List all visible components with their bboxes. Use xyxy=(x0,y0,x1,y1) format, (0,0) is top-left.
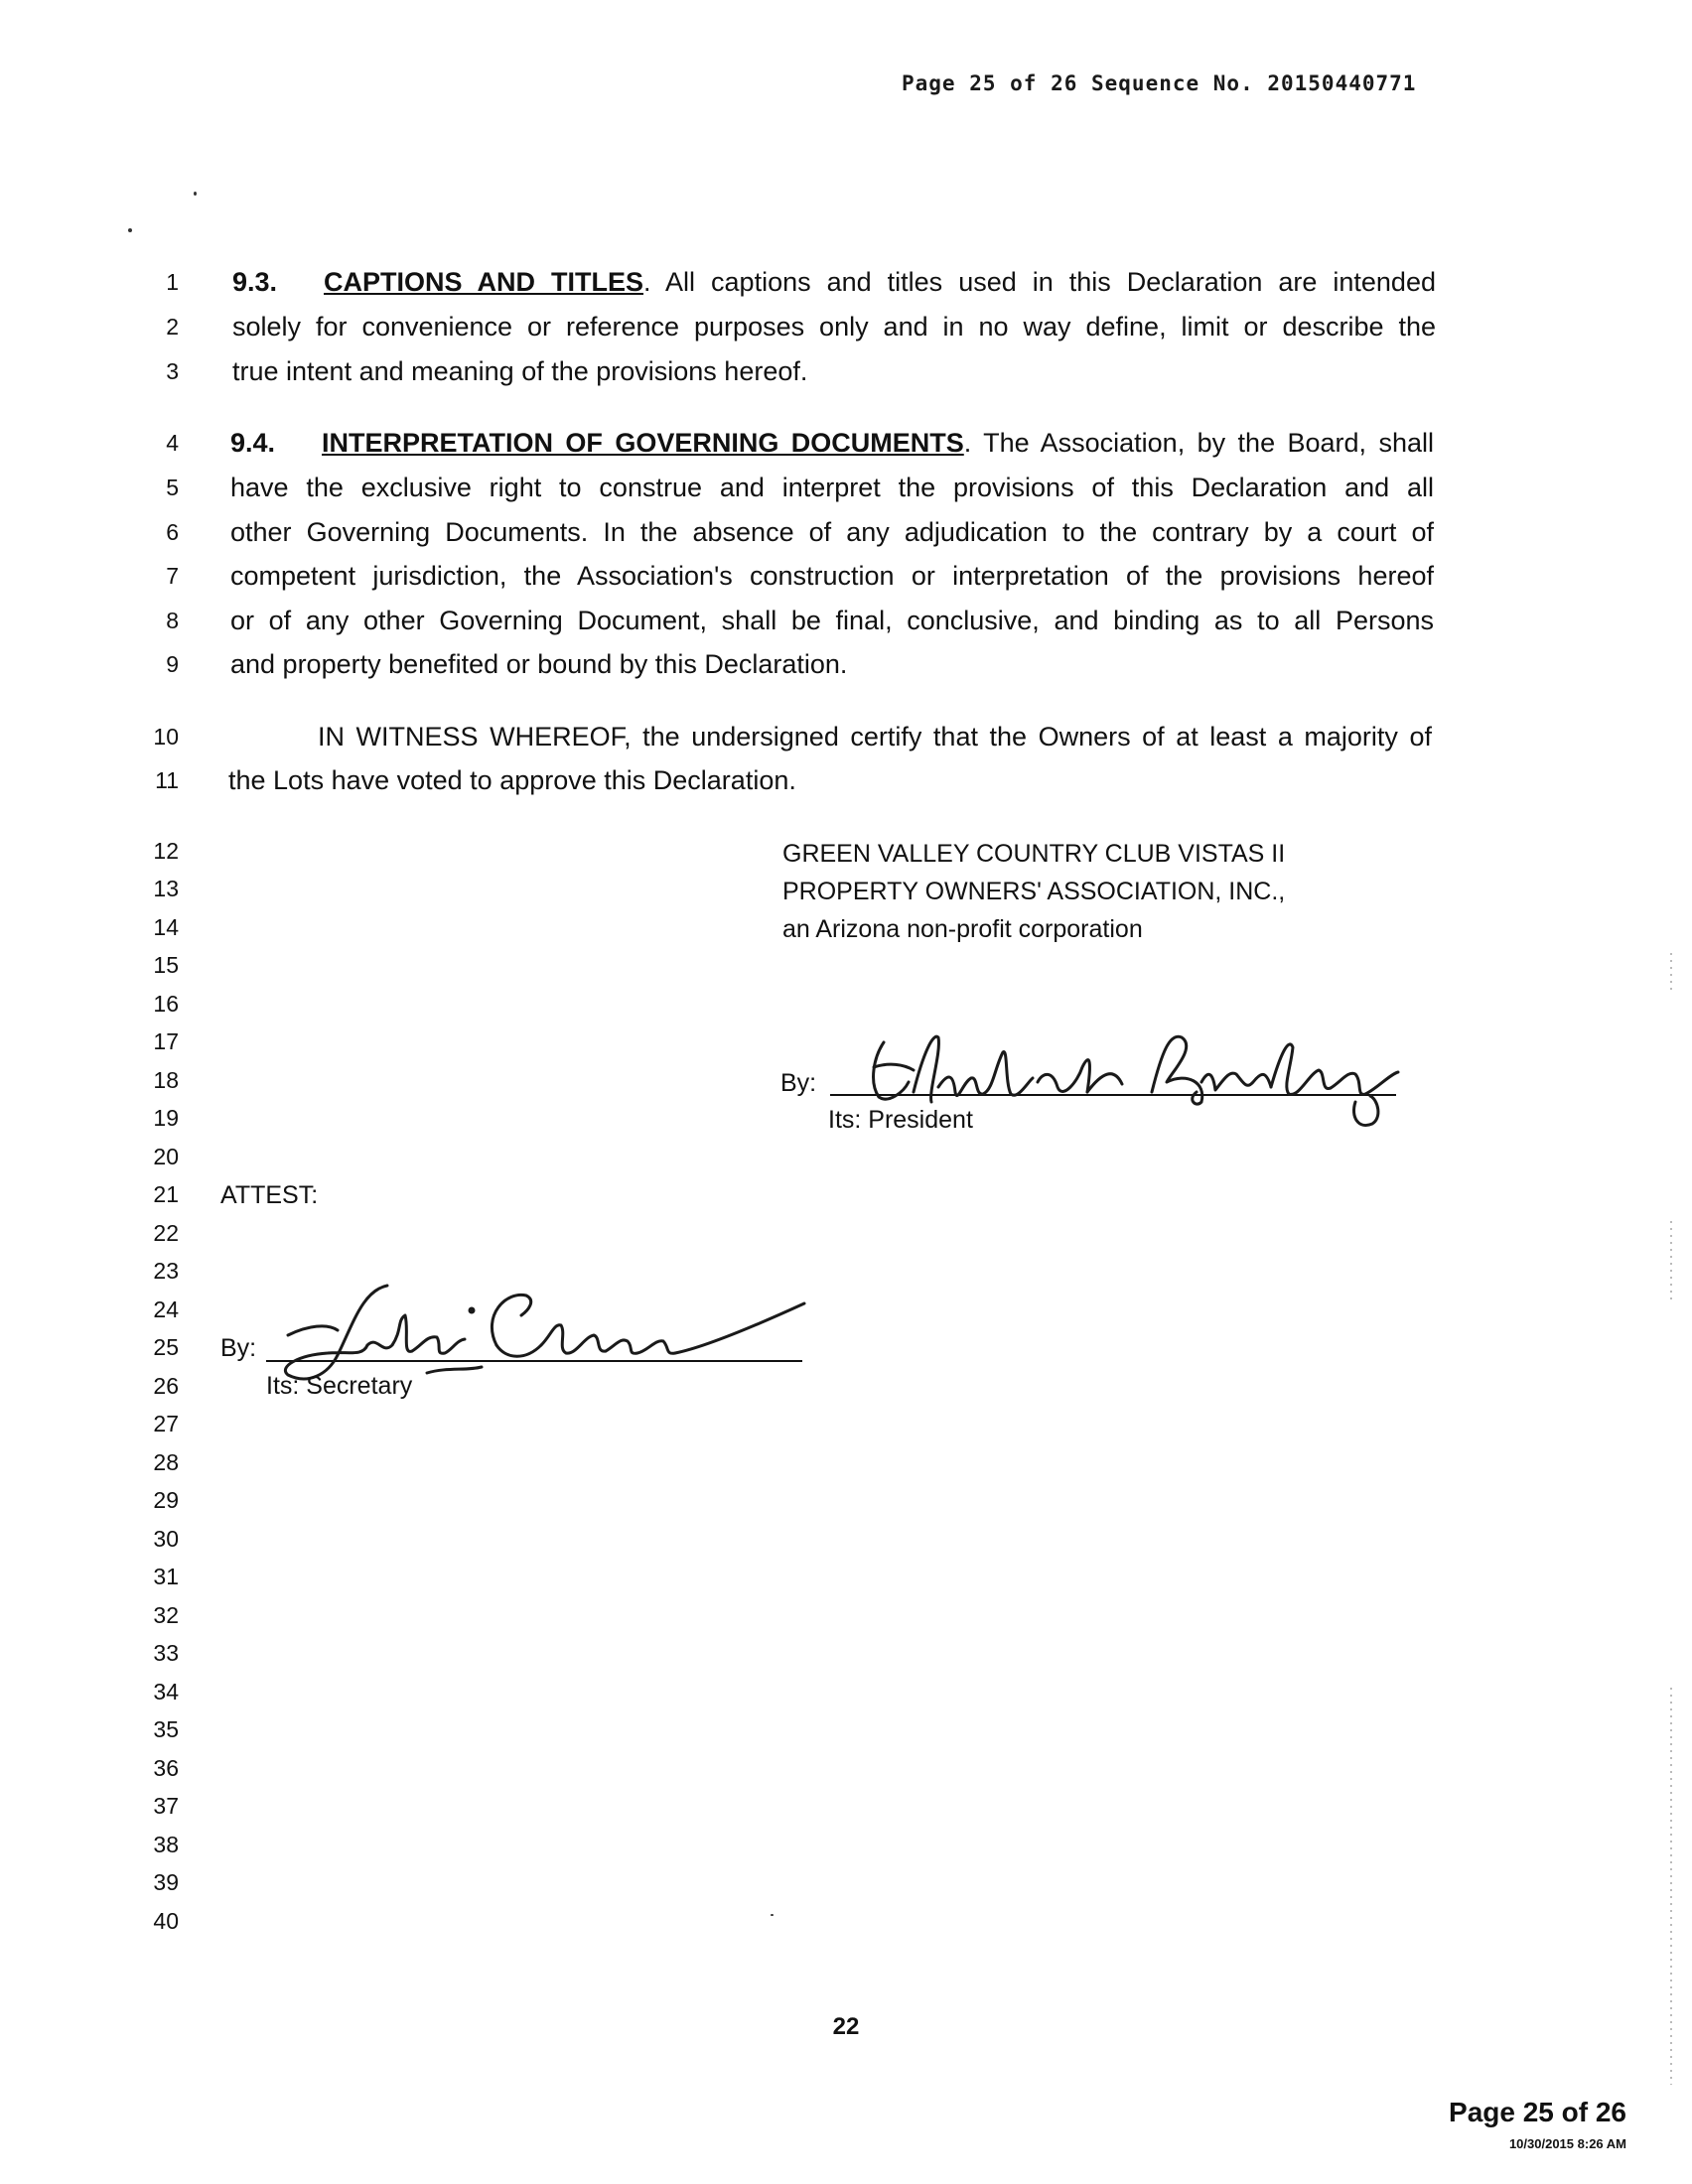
line-number: 9 xyxy=(166,651,179,677)
section-heading: CAPTIONS AND TITLES xyxy=(324,267,644,297)
sequence-header: Page 25 of 26 Sequence No. 20150440771 xyxy=(902,71,1417,95)
section-9-4-line-6: and property benefited or bound by this Declaration. xyxy=(230,649,848,679)
line-number: 8 xyxy=(166,608,179,633)
section-heading: INTERPRETATION OF GOVERNING DOCUMENTS xyxy=(322,428,964,458)
line-number: 28 xyxy=(153,1449,179,1475)
line-number: 32 xyxy=(153,1602,179,1628)
line-number: 16 xyxy=(153,991,179,1017)
line-number: 11 xyxy=(155,767,179,793)
line-number: 25 xyxy=(153,1334,179,1360)
line-number: 15 xyxy=(153,952,179,978)
section-9-3-line-3: true intent and meaning of the provisions hereof. xyxy=(232,356,808,386)
section-9-4-line-3: other Governing Documents. In the absence of any adjudication to the contrary by a court of xyxy=(230,517,1434,547)
line-number: 1 xyxy=(166,269,179,295)
line-number: 19 xyxy=(153,1105,179,1131)
line-number: 2 xyxy=(166,314,179,340)
line-number: 7 xyxy=(166,563,179,589)
section-9-4-line-5: or of any other Governing Document, shall be final, conclusive, and binding as to all Persons xyxy=(230,606,1434,635)
line-number: 18 xyxy=(153,1067,179,1093)
line-number: 33 xyxy=(153,1640,179,1666)
line-number: 37 xyxy=(153,1793,179,1819)
witness-line-1: IN WITNESS WHEREOF, the undersigned certify that the Owners of at least a majority of xyxy=(318,722,1432,751)
line-number: 40 xyxy=(153,1908,179,1934)
scan-speck xyxy=(771,1914,774,1916)
scan-speck xyxy=(128,228,132,232)
attest-by-label: By: xyxy=(220,1334,257,1362)
recorder-stamp-page: Page 25 of 26 xyxy=(1449,2097,1626,2127)
line-number: 6 xyxy=(166,519,179,545)
section-number: 9.3. xyxy=(232,267,278,297)
line-number: 22 xyxy=(153,1220,179,1246)
line-number: 36 xyxy=(153,1755,179,1781)
line-number: 35 xyxy=(153,1716,179,1742)
line-number: 10 xyxy=(153,724,179,750)
scan-edge-artifact xyxy=(1670,1688,1672,2085)
line-number: 4 xyxy=(166,430,179,456)
president-by-label: By: xyxy=(780,1069,817,1097)
witness-line-2: the Lots have voted to approve this Declaration. xyxy=(228,765,796,795)
association-name-line-2: PROPERTY OWNERS' ASSOCIATION, INC., xyxy=(782,878,1286,905)
line-number: 27 xyxy=(153,1411,179,1436)
section-number: 9.4. xyxy=(230,428,276,458)
scan-speck xyxy=(194,192,197,196)
recorder-stamp-datetime: 10/30/2015 8:26 AM xyxy=(1508,2136,1626,2151)
line-number: 5 xyxy=(166,475,179,500)
association-description: an Arizona non-profit corporation xyxy=(782,915,1143,943)
line-number: 23 xyxy=(153,1258,179,1284)
line-number: 26 xyxy=(153,1373,179,1399)
section-text: . The Association, by the Board, shall xyxy=(963,428,1434,458)
section-text: . All captions and titles used in this Declaration are intended xyxy=(643,267,1436,297)
scan-edge-artifact xyxy=(1670,953,1672,993)
president-title: Its: President xyxy=(828,1106,973,1134)
attest-title: Its: Secretary xyxy=(266,1372,413,1400)
footer-page-number: 22 xyxy=(832,2013,860,2040)
line-number: 39 xyxy=(153,1869,179,1895)
attest-label: ATTEST: xyxy=(220,1181,319,1209)
line-number: 34 xyxy=(153,1679,179,1705)
section-9-4-line-2: have the exclusive right to construe and interpret the provisions of this Declaration and all xyxy=(230,473,1434,502)
line-number: 12 xyxy=(153,838,179,864)
line-number: 29 xyxy=(153,1487,179,1513)
line-number: 3 xyxy=(166,358,179,384)
line-number: 20 xyxy=(153,1144,179,1169)
section-9-3-line-1 xyxy=(232,264,1436,300)
line-number: 24 xyxy=(153,1297,179,1322)
line-number: 13 xyxy=(153,876,179,901)
association-name-line-1: GREEN VALLEY COUNTRY CLUB VISTAS II xyxy=(782,840,1286,868)
line-number: 31 xyxy=(153,1564,179,1589)
section-9-4-line-1 xyxy=(230,425,1434,461)
section-9-3-line-2: solely for convenience or reference purposes only and in no way define, limit or describe the xyxy=(232,312,1436,341)
section-9-4-line-4: competent jurisdiction, the Association's construction or interpretation of the provisions hereof xyxy=(230,561,1434,591)
line-number: 30 xyxy=(153,1526,179,1552)
line-number: 17 xyxy=(153,1028,179,1054)
line-number: 14 xyxy=(153,914,179,940)
scan-edge-artifact xyxy=(1670,1221,1672,1300)
line-number: 38 xyxy=(153,1832,179,1857)
line-number: 21 xyxy=(153,1181,179,1207)
